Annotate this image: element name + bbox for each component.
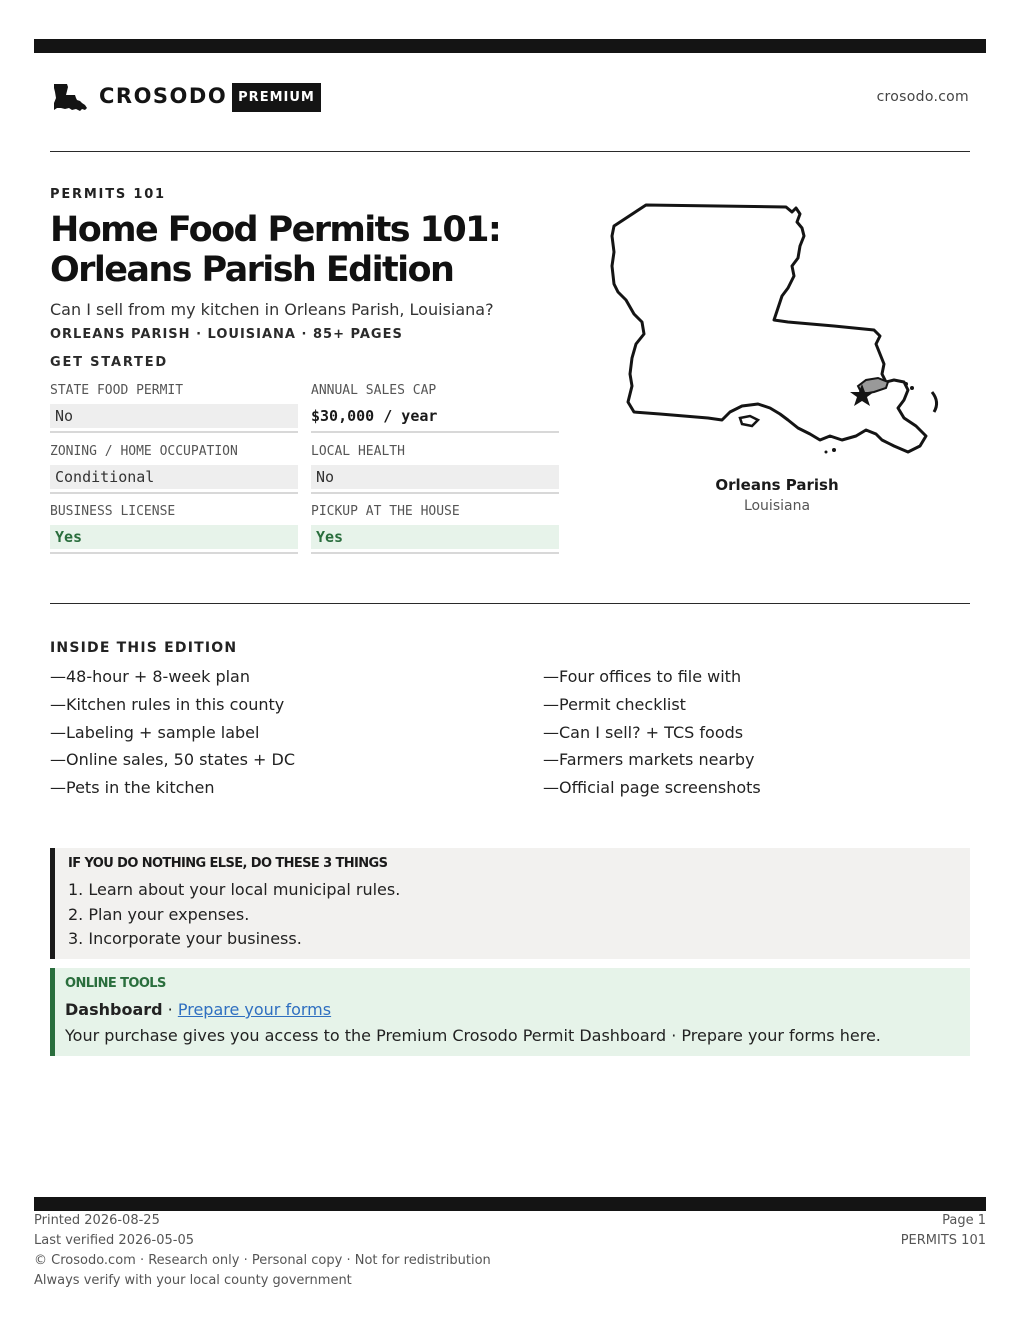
fact-value: Yes [50,525,298,549]
fact-divider [311,431,559,433]
bottom-bar [34,1197,986,1211]
inside-heading: INSIDE THIS EDITION [50,640,238,656]
fact-label: LOCAL HEALTH [311,444,405,459]
callout-list [68,879,400,953]
verified-date: Last verified 2026-05-05 [34,1233,194,1248]
fact-label: ANNUAL SALES CAP [311,383,437,398]
contents-list-left [50,666,295,805]
fact-value: No [50,404,298,428]
footer-right [901,1211,986,1251]
fact-value: $30,000 / year [311,407,438,425]
fact-label: BUSINESS LICENSE [50,504,176,519]
footer-section: PERMITS 101 [900,1233,986,1248]
map-parish-label: Orleans Parish [715,476,839,494]
site-url[interactable]: crosodo.com [876,89,969,105]
louisiana-map [604,196,950,462]
fact-divider [50,552,298,554]
dashboard-label: Dashboard [65,1000,163,1019]
list-item: —Kitchen rules in this county [50,694,285,714]
fact-value: No [311,465,559,489]
top-bar [34,39,986,53]
fact-label: ZONING / HOME OCCUPATION [50,444,238,459]
fact-pickup [311,503,559,554]
get-started-heading: GET STARTED [50,355,168,370]
list-item: —Four offices to file with [543,667,742,686]
fact-divider [50,492,298,494]
contents-list-right [543,666,761,805]
map-state-label: Louisiana [743,498,811,514]
fact-local-health [311,443,559,494]
brand-name: CROSODO [99,84,228,108]
header-divider [50,151,970,152]
tools-title: ONLINE TOOLS [65,976,166,991]
fact-divider [311,552,559,554]
list-item: —48-hour + 8-week plan [50,667,250,686]
island [932,392,937,412]
louisiana-logo-icon [52,83,88,113]
island [740,416,758,426]
fact-state-food-permit [50,382,298,433]
prepare-forms-link[interactable]: Prepare your forms [177,1000,332,1019]
fact-value: Conditional [50,465,298,489]
list-item: —Labeling + sample label [50,722,260,742]
top-three-callout [50,848,970,959]
edition-meta: ORLEANS PARISH · LOUISIANA · 85+ PAGES [50,327,403,342]
verify-note: Always verify with your local county government [34,1273,352,1288]
fact-divider [311,492,559,494]
list-item: 3. Incorporate your business. [68,929,302,948]
fact-label: PICKUP AT THE HOUSE [311,504,460,519]
list-item: —Official page screenshots [543,778,761,798]
page-title: Home Food Permits 101: Orleans Parish Edition [50,210,501,290]
section-kicker: PERMITS 101 [50,187,166,202]
footer-left [34,1211,491,1291]
fact-value: Yes [311,525,559,549]
tools-links [65,1000,331,1019]
printed-date: Printed 2026-08-25 [34,1213,160,1228]
section-divider [50,603,970,604]
separator: · [162,1000,178,1019]
fact-annual-sales-cap [311,382,559,433]
copyright: © Crosodo.com · Research only · Personal copy · Not for redistribution [34,1253,491,1268]
list-item: 2. Plan your expenses. [68,904,250,924]
online-tools-callout [50,968,970,1056]
list-item: —Farmers markets nearby [543,750,755,770]
page-subtitle: Can I sell from my kitchen in Orleans Parish, Louisiana? [50,300,494,319]
fact-zoning [50,443,298,494]
fact-divider [50,431,298,433]
list-item: —Online sales, 50 states + DC [50,750,296,770]
list-item: —Can I sell? + TCS foods [543,722,744,742]
callout-title: IF YOU DO NOTHING ELSE, DO THESE 3 THINGS [68,856,388,871]
page-number: Page 1 [942,1213,986,1228]
list-item: 1. Learn about your local municipal rules. [68,880,401,899]
tools-description: Your purchase gives you access to the Premium Crosodo Permit Dashboard · Prepare your forms here. [65,1026,881,1045]
premium-badge: PREMIUM [232,83,321,112]
state-outline [612,205,926,452]
fact-business-license [50,503,298,554]
list-item: —Pets in the kitchen [50,778,215,798]
fact-label: STATE FOOD PERMIT [50,383,184,398]
list-item: —Permit checklist [543,694,686,714]
